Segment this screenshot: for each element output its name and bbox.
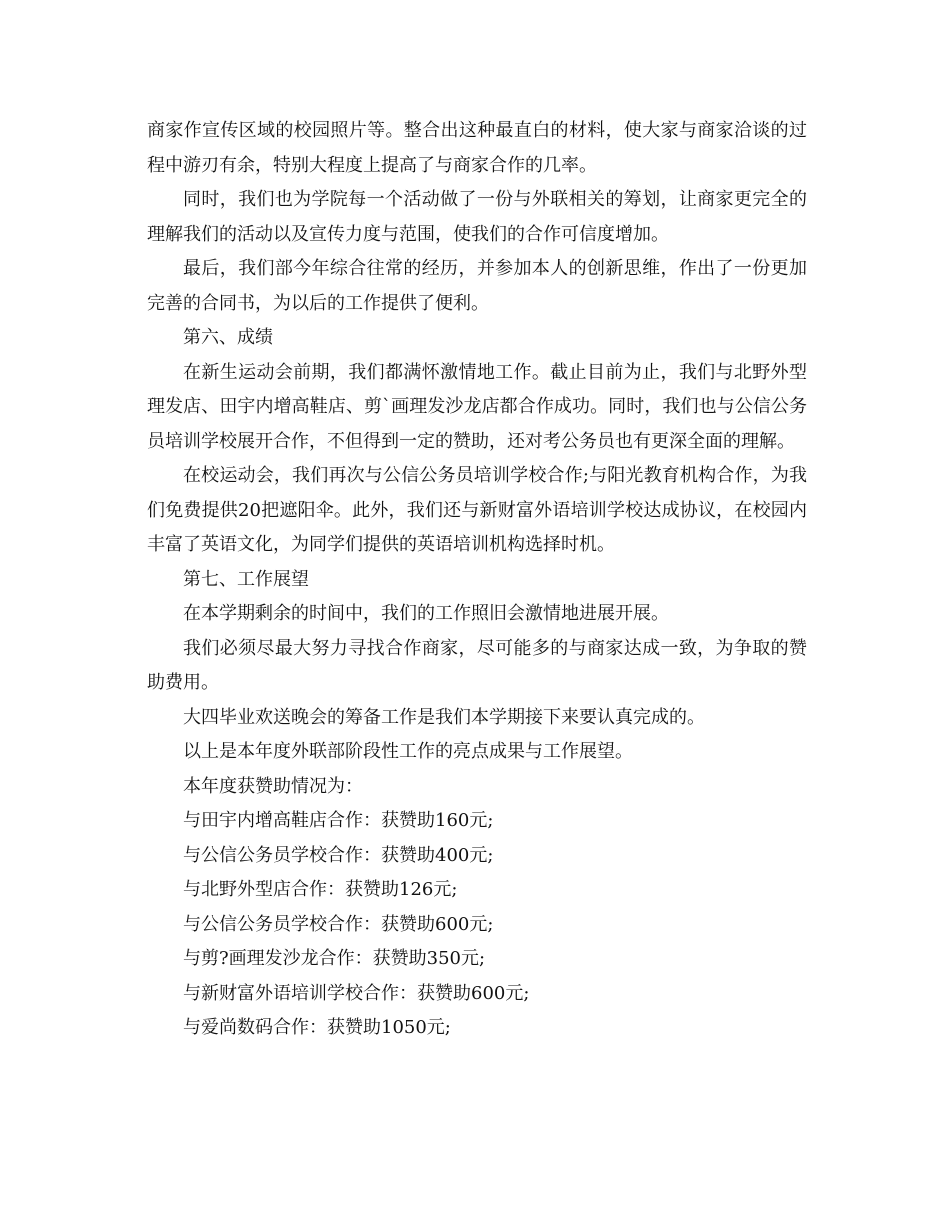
- sponsorship-item: 与北野外型店合作：获赞助126元;: [183, 879, 458, 900]
- paragraph: 最后，我们部今年综合往常的经历，并参加本人的创新思维，作出了一份更加完善的合同书，为以后的工作提供了便利。: [147, 258, 807, 314]
- paragraph: 大四毕业欢送晚会的筹备工作是我们本学期接下来要认真完成的。: [183, 706, 705, 728]
- sponsorship-item: 与爱尚数码合作：获赞助1050元;: [183, 1017, 451, 1038]
- section-heading: 第七、工作展望: [183, 568, 309, 590]
- sponsorship-item: 与田宇内增高鞋店合作：获赞助160元;: [183, 810, 494, 831]
- paragraph: 以上是本年度外联部阶段性工作的亮点成果与工作展望。: [183, 741, 633, 762]
- sponsorship-item: 与剪?画理发沙龙合作：获赞助350元;: [183, 948, 486, 969]
- paragraph-continued: 商家作宣传区域的校园照片等。整合出这种最直白的材料，使大家与商家洽谈的过程中游刃有余，特别大程度上提高了与商家合作的几率。: [147, 120, 807, 176]
- section-heading: 第六、成绩: [183, 327, 273, 348]
- sponsorship-item: 与公信公务员学校合作：获赞助400元;: [183, 844, 494, 866]
- paragraph: 在新生运动会前期，我们都满怀激情地工作。截止目前为止，我们与北野外型理发店、田宇内增高鞋店、剪`画理发沙龙店都合作成功。同时，我们也与公信公务员培训学校展开合作，不但得到一定的赞助，还对考公务员也有更深全面的理解。: [147, 361, 807, 452]
- sponsorship-heading: 本年度获赞助情况为：: [183, 775, 363, 797]
- paragraph: 同时，我们也为学院每一个活动做了一份与外联相关的筹划，让商家更完全的理解我们的活动以及宣传力度与范围，使我们的合作可信度增加。: [147, 189, 807, 245]
- sponsorship-item: 与公信公务员学校合作：获赞助600元;: [183, 913, 494, 935]
- sponsorship-item: 与新财富外语培训学校合作：获赞助600元;: [183, 982, 530, 1004]
- document-body: [147, 114, 807, 1046]
- paragraph: 在本学期剩余的时间中，我们的工作照旧会激情地进展开展。: [183, 603, 669, 624]
- paragraph: 我们必须尽最大努力寻找合作商家，尽可能多的与商家达成一致，为争取的赞助费用。: [147, 637, 807, 693]
- paragraph: 在校运动会，我们再次与公信公务员培训学校合作;与阳光教育机构合作，为我们免费提供20把遮阳伞。此外，我们还与新财富外语培训学校达成协议，在校园内丰富了英语文化，为同学们提供的英语培训机构选择时机。: [147, 465, 807, 555]
